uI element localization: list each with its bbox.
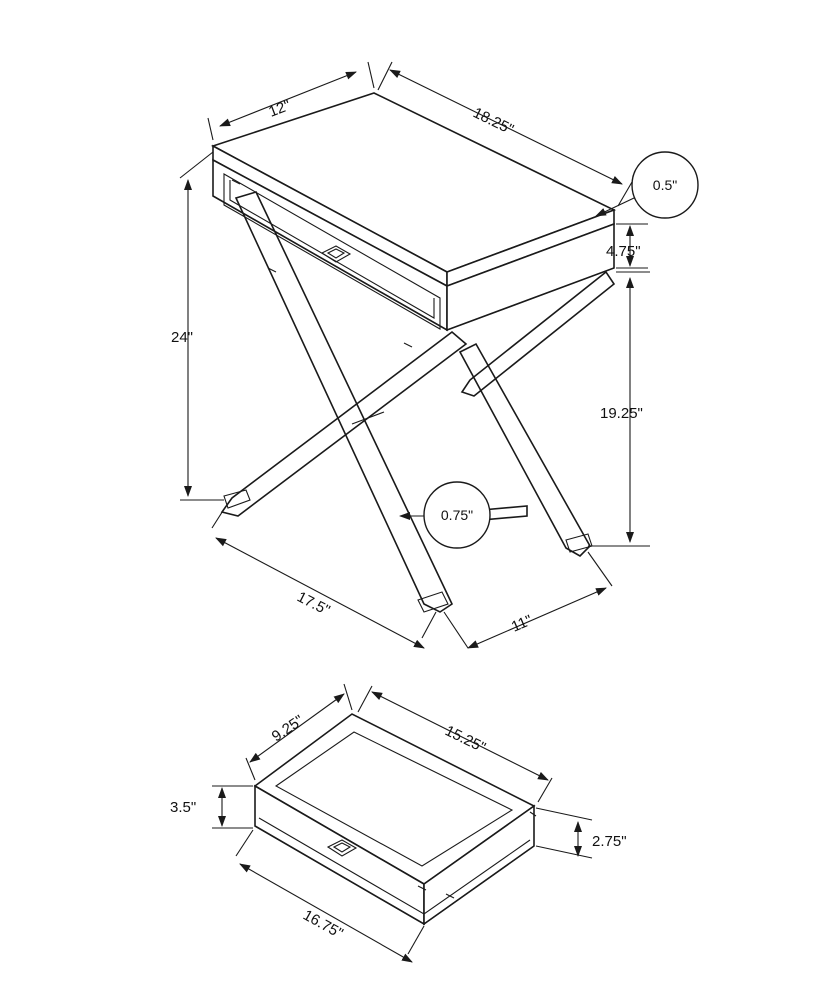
callout-label-top-thickness: 0.5" [652,177,678,193]
dim-leg-height [588,272,650,546]
dim-label-drawer-back-height: 2.75" [592,833,627,850]
dim-label-foot-spread: 11" [508,611,535,636]
dim-label-drawer-width: 15.25" [442,722,489,757]
dim-label-leg-span: 17.5" [294,588,333,620]
callout-label-leg-thickness: 0.75" [440,507,474,523]
leg-cross-joint [352,412,384,424]
dim-label-table-depth: 12" [266,96,293,121]
callout-leg-thickness [400,482,490,548]
dim-label-table-width: 18.25" [470,104,517,139]
dim-label-leg-height: 19.25" [600,405,643,422]
drawer-box [255,711,534,924]
dim-drawer-back-height [536,808,627,858]
dim-overall-height [171,152,224,500]
assembled-table-view [171,62,698,648]
dim-drawer-side-height [170,786,253,828]
dim-label-drawer-side-height: 3.5" [170,799,197,816]
dim-label-overall-height: 24" [171,329,194,346]
foot-pads [224,490,592,612]
dim-label-drawer-front-height: 4.75" [606,243,641,260]
drawer-detail-view [170,684,627,962]
dim-label-drawer-front-width: 16.75" [300,906,346,943]
dim-foot-spread [444,552,612,648]
dim-label-drawer-depth: 9.25" [268,711,307,746]
dim-leg-span [212,506,436,648]
